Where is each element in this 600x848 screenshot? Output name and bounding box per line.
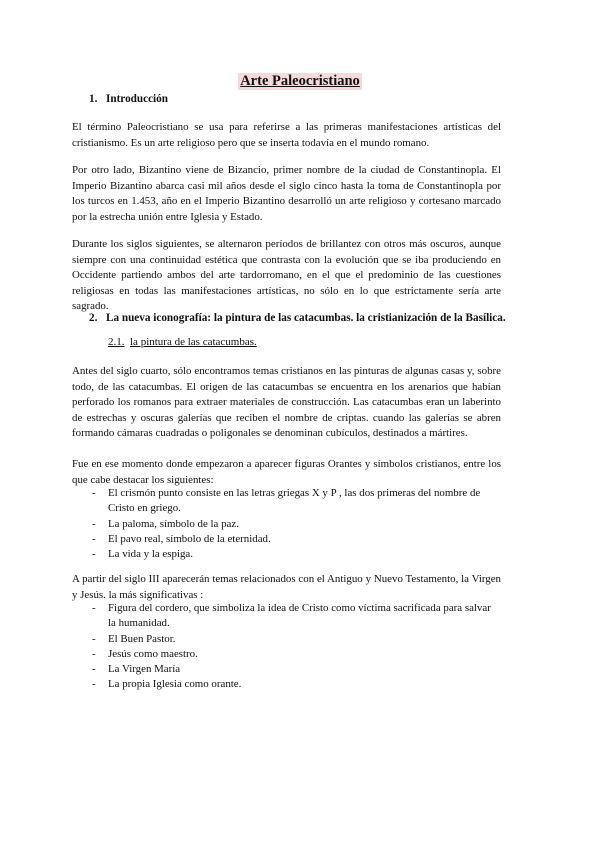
catacombs-paragraph: Antes del siglo cuarto, sólo encontramos temas cristianos en las pinturas de algunas casas y, sobre todo, de las catacumbas. El origen de las catacumbas se encuentra en los arenarios que habían perforado los romanos para extraer materiales de construcción. Las catacumbas eran un laberinto de estrechas y oscuras galerías que reciben el nombre de criptas. cuando las galerías se abren formando cámaras cuadradas o poligonales se denominan cubículos, destinados a mártires. <box>72 365 501 440</box>
symbols-intro-paragraph: Fue en ese momento donde empezaron a aparecer figuras Orantes y símbolos cristianos, entre los que cabe destacar los siguientes: <box>72 458 501 486</box>
list-item: - La paloma, símbolo de la paz. <box>72 517 501 532</box>
section-1-title: Introducción <box>106 93 168 105</box>
bullet-dash: - <box>92 647 96 660</box>
bullet-dash: - <box>92 487 96 499</box>
subsection-2-1-heading <box>108 335 257 349</box>
bullet-dash: - <box>92 663 96 676</box>
list-item: - La vida y la espiga. <box>72 547 501 562</box>
intro-paragraph-1: El término Paleocristiano se usa para referirse a las primeras manifestaciones artísticas del cristianismo. Es un arte religioso pero que se inserta todavía en el mundo romano. <box>72 121 501 149</box>
themes-intro-paragraph: A partir del siglo III aparecerán temas relacionados con el Antiguo y Nuevo Testamento, la Virgen y Jesús. la más significativas : <box>72 573 501 601</box>
intro-paragraph-3: Durante los siglos siguientes, se alternaron períodos de brillantez con otros más oscuros, aunque siempre con una continuidad estética que contrasta con la evolución que se iba produciendo en Occidente partiendo ambos del arte tardorromano, en el que el predominio de las cuestiones religiosas en todas las manifestaciones artísticas, no sólo en lo que estrictamente sería arte sagrado. <box>72 238 501 313</box>
list-item: - La propia Iglesia como orante. <box>72 677 501 692</box>
list-item: - El Buen Pastor. <box>72 632 501 647</box>
intro-paragraph-2: Por otro lado, Bizantino viene de Bizancio, primer nombre de la ciudad de Constantinopla. El Imperio Bizantino abarca casi mil años desde el siglo cinco hasta la toma de Constantinopla por los turcos en 1.453, año en el Imperio Bizantino desarrolló un arte religioso y cortesano marcado por la estrecha unión entre Iglesia y Estado. <box>72 164 501 223</box>
bullet-dash: - <box>92 632 96 645</box>
title-block <box>0 72 600 90</box>
list-item: - La Virgen María <box>72 662 501 677</box>
themes-list <box>72 601 501 693</box>
section-1-heading <box>89 92 168 106</box>
symbols-list <box>72 486 501 562</box>
section-1-number: 1. <box>89 93 98 105</box>
section-2-title: La nueva iconografía: la pintura de las catacumbas. la cristianización de la Basílica. <box>106 312 506 324</box>
section-2-heading <box>89 311 506 325</box>
subsection-2-1-title: la pintura de las catacumbas. <box>130 336 257 348</box>
section-2-number: 2. <box>89 312 98 324</box>
list-item: - El pavo real, símbolo de la eternidad. <box>72 532 501 547</box>
bullet-dash: - <box>92 602 96 614</box>
bullet-dash: - <box>92 678 96 691</box>
list-item: - El crismón punto consiste en las letras griegas X y P , las dos primeras del nombre de Cristo en griego. <box>92 487 481 515</box>
bullet-dash: - <box>92 532 96 545</box>
list-item: - Figura del cordero, que simboliza la idea de Cristo como víctima sacrificada para salvar la humanidad. <box>92 602 491 630</box>
list-item: - Jesús como maestro. <box>72 647 501 662</box>
subsection-2-1-number: 2.1. <box>108 336 125 348</box>
bullet-dash: - <box>92 517 96 530</box>
document-title: Arte Paleocristiano <box>240 73 360 89</box>
bullet-dash: - <box>92 548 96 561</box>
